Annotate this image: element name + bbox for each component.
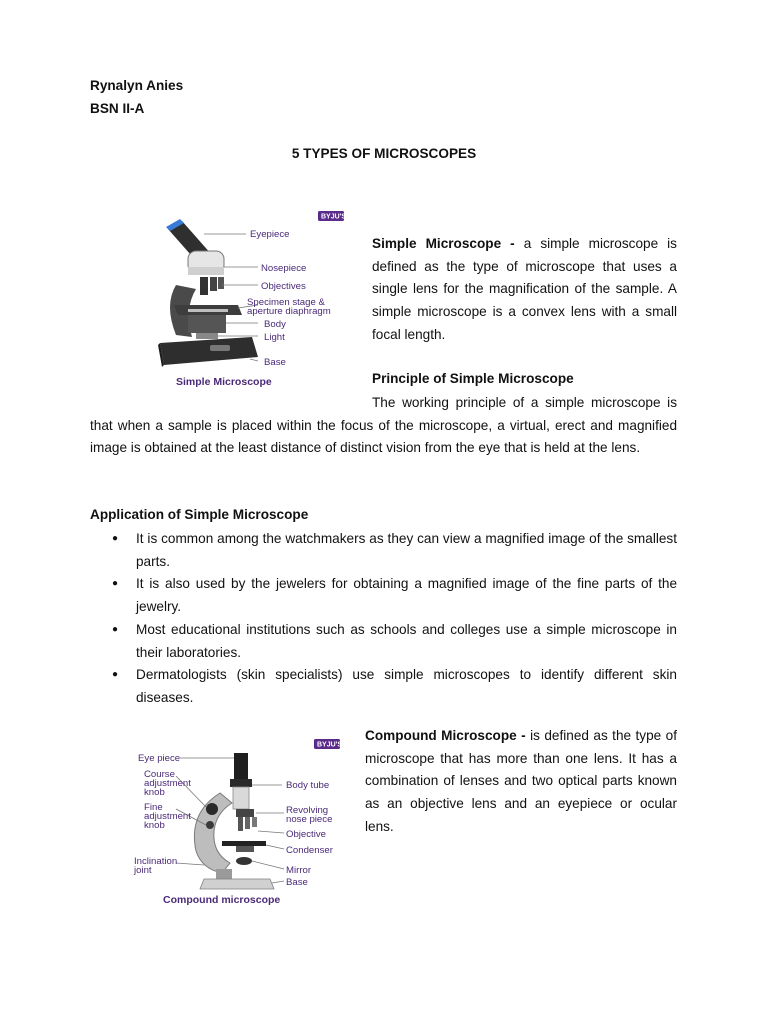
label-nosepiece: Nosepiece: [261, 263, 307, 274]
simple-heading: Simple Microscope -: [372, 236, 515, 251]
label-objectives: Objectives: [261, 281, 306, 292]
compound-label-leaders: [176, 758, 284, 883]
simple-microscope-diagram: [92, 205, 360, 395]
compound-definition: [365, 725, 677, 839]
compound-definition-text: is defined as the type of microscope that has more than one lens. It has a combination of lenses and two optical parts known as an objective lens and an eyepiece or ocular lens.: [365, 728, 677, 834]
brand-text-2: BYJU'S: [317, 741, 343, 749]
label-light: Light: [264, 332, 285, 343]
simple-microscope-illustration: [158, 219, 258, 367]
compound-microscope-figure: [92, 733, 354, 919]
label-nose-piece: nose piece: [286, 814, 333, 825]
label-knob-2: knob: [144, 820, 165, 831]
application-text: Dermatologists (skin specialists) use simple microscopes to identify different skin diseases.: [136, 667, 677, 705]
list-item: [90, 528, 677, 573]
author-name: Rynalyn Anies: [90, 78, 184, 93]
principle-heading: Principle of Simple Microscope: [372, 371, 574, 386]
principle-text: The working principle of a simple microscope is that when a sample is placed within the focus of the microscope, a virtual, erect and magnified image is obtained at the least distance of distinct vision from the eye that is held at the lens.: [90, 395, 677, 456]
label-adjustment-1: adjustment: [144, 778, 191, 789]
list-item: [90, 619, 677, 664]
label-condenser: Condenser: [286, 845, 333, 856]
compound-figure-caption: Compound microscope: [163, 894, 281, 906]
label-revolving: Revolving: [286, 805, 329, 816]
simple-definition-text: a simple microscope is defined as the type of microscope that uses a single lens for the magnification of the sample. A simple microscope is a convex lens with a small focal length.: [372, 236, 677, 342]
bullet-icon: ●: [112, 533, 119, 544]
simple-microscope-figure: [92, 205, 360, 395]
application-text: It is also used by the jewelers for obtaining a magnified image of the fine parts of the jewelry.: [136, 576, 677, 615]
compound-microscope-illustration: [194, 753, 274, 889]
simple-figure-caption: Simple Microscope: [176, 376, 272, 388]
list-item: [90, 573, 677, 618]
label-base: Base: [286, 877, 308, 888]
label-adjustment-2: adjustment: [144, 811, 191, 822]
application-text: Most educational institutions such as schools and colleges use a simple microscope in their laboratories.: [136, 621, 677, 660]
author-section: BSN II-A: [90, 101, 145, 116]
application-list: [90, 528, 677, 710]
bullet-icon: ●: [112, 578, 119, 590]
application-text: It is common among the watchmakers as they can view a magnified image of the smallest parts.: [136, 531, 677, 569]
label-specimen-stage: Specimen stage &: [247, 297, 325, 308]
byjus-logo: [314, 739, 342, 749]
compound-microscope-diagram: [92, 733, 354, 919]
byjus-logo: [318, 211, 346, 221]
bullet-icon: ●: [112, 623, 119, 635]
label-body: Body: [264, 319, 286, 330]
label-aperture-diaphragm: aperture diaphragm: [247, 306, 331, 317]
label-mirror: Mirror: [286, 865, 312, 876]
application-heading: Application of Simple Microscope: [90, 507, 309, 522]
label-eye-piece: Eye piece: [138, 753, 181, 764]
label-knob-1: knob: [144, 787, 165, 798]
label-body-tube: Body tube: [286, 780, 330, 791]
compound-heading: Compound Microscope -: [365, 728, 526, 743]
label-base: Base: [264, 357, 286, 368]
label-joint: joint: [134, 865, 152, 876]
document-title: 5 TYPES OF MICROSCOPES: [291, 146, 477, 161]
simple-definition: [372, 233, 677, 347]
label-course: Course: [144, 769, 175, 780]
bullet-icon: ●: [112, 669, 119, 681]
label-eyepiece: Eyepiece: [250, 229, 290, 240]
label-inclination: Inclination: [134, 856, 178, 867]
label-fine: Fine: [144, 802, 163, 813]
label-objective: Objective: [286, 829, 326, 840]
list-item: [90, 664, 677, 709]
brand-text-1: BYJU'S: [321, 213, 347, 221]
